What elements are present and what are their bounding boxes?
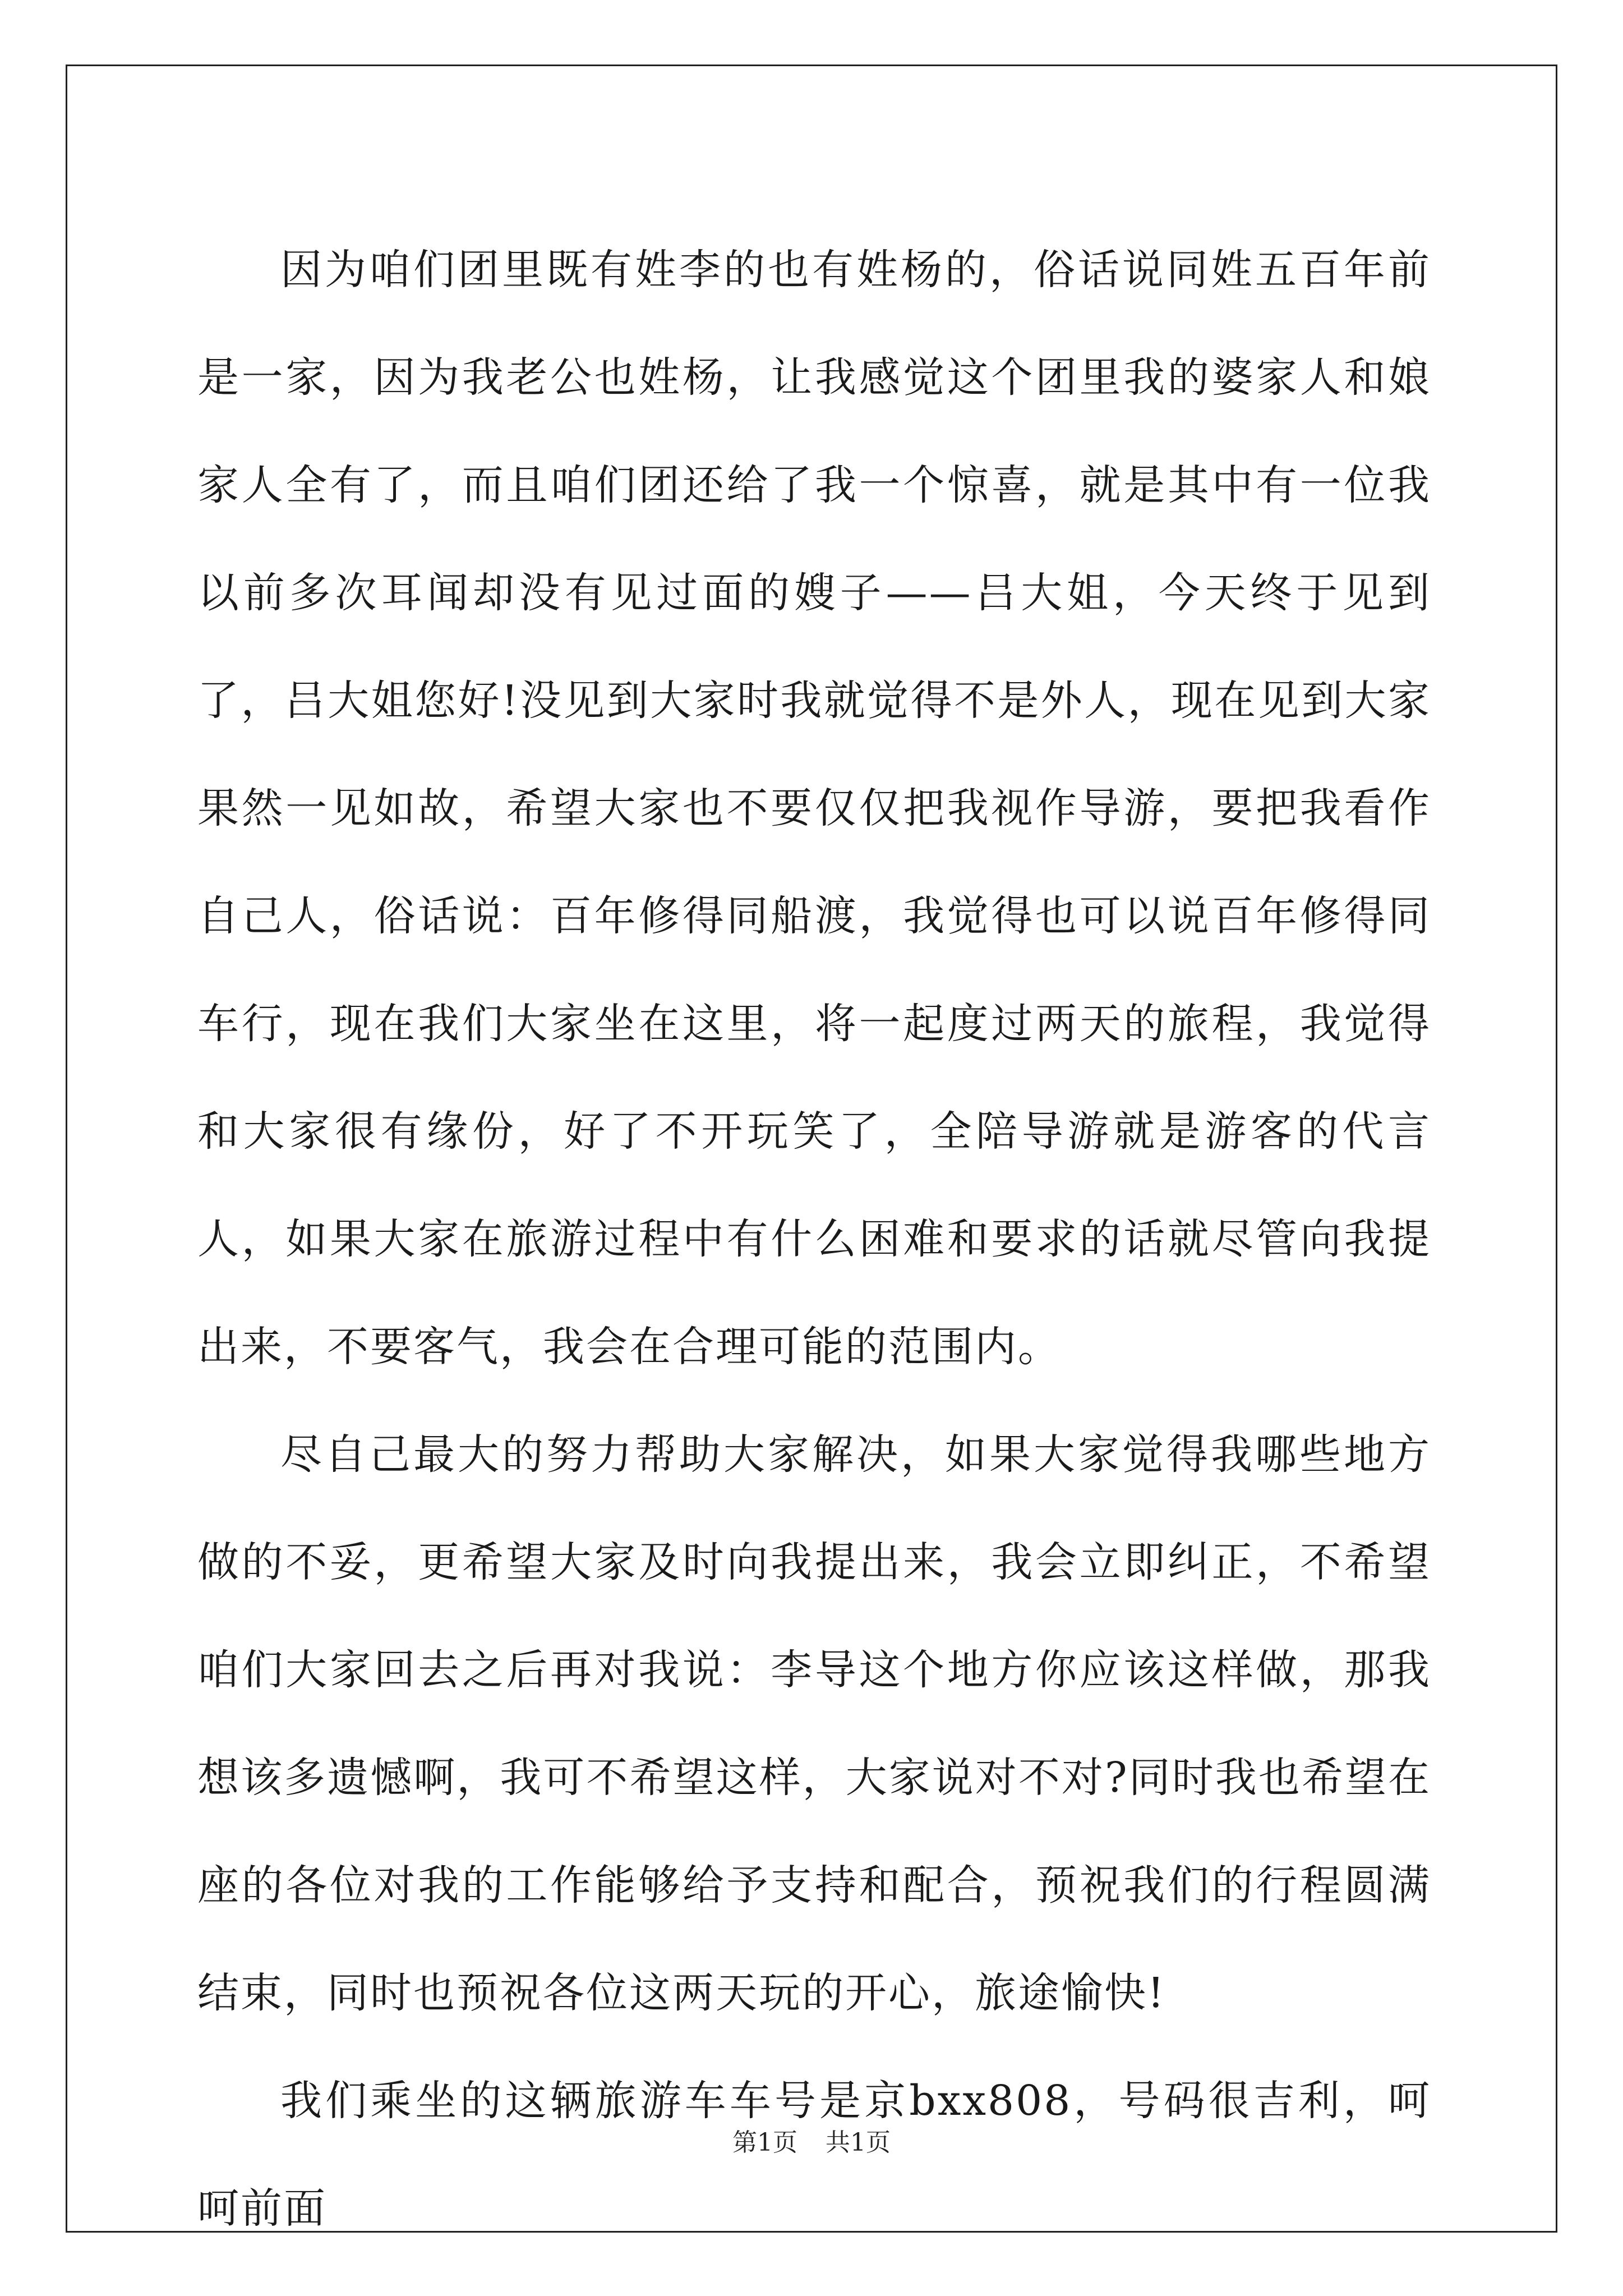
paragraph: 因为咱们团里既有姓李的也有姓杨的，俗话说同姓五百年前是一家，因为我老公也姓杨，让我感觉这个团里我的婆家人和娘家人全有了，而且咱们团还给了我一个惊喜，就是其中有一位我以前多次耳闻却没有见过面的嫂子——吕大姐，今天终于见到了，吕大姐您好!没见到大家时我就觉得不是外人，现在见到大家果然一见如故，希望大家也不要仅仅把我视作导游，要把我看作自己人，俗话说：百年修得同船渡，我觉得也可以说百年修得同车行，现在我们大家坐在这里，将一起度过两天的旅程，我觉得和大家很有缘份，好了不开玩笑了，全陪导游就是游客的代言人，如果大家在旅游过程中有什么困难和要求的话就尽管向我提出来，不要客气，我会在合理可能的范围内。	[197, 246, 1431, 1371]
document-body	[197, 216, 1431, 2262]
paragraph: 尽自己最大的努力帮助大家解决，如果大家觉得我哪些地方做的不妥，更希望大家及时向我提出来，我会立即纠正，不希望咱们大家回去之后再对我说：李导这个地方你应该这样做，那我想该多遗憾啊，我可不希望这样，大家说对不对?同时我也希望在座的各位对我的工作能够给予支持和配合，预祝我们的行程圆满结束，同时也预祝各位这两天玩的开心，旅途愉快!	[197, 1430, 1431, 2017]
paragraph: 我们乘坐的这辆旅游车车号是京bxx808，号码很吉利，呵呵前面	[197, 2077, 1431, 2233]
page-total: 共1页	[826, 2128, 891, 2157]
page-footer	[0, 2126, 1623, 2160]
page-number: 第1页	[732, 2128, 797, 2157]
